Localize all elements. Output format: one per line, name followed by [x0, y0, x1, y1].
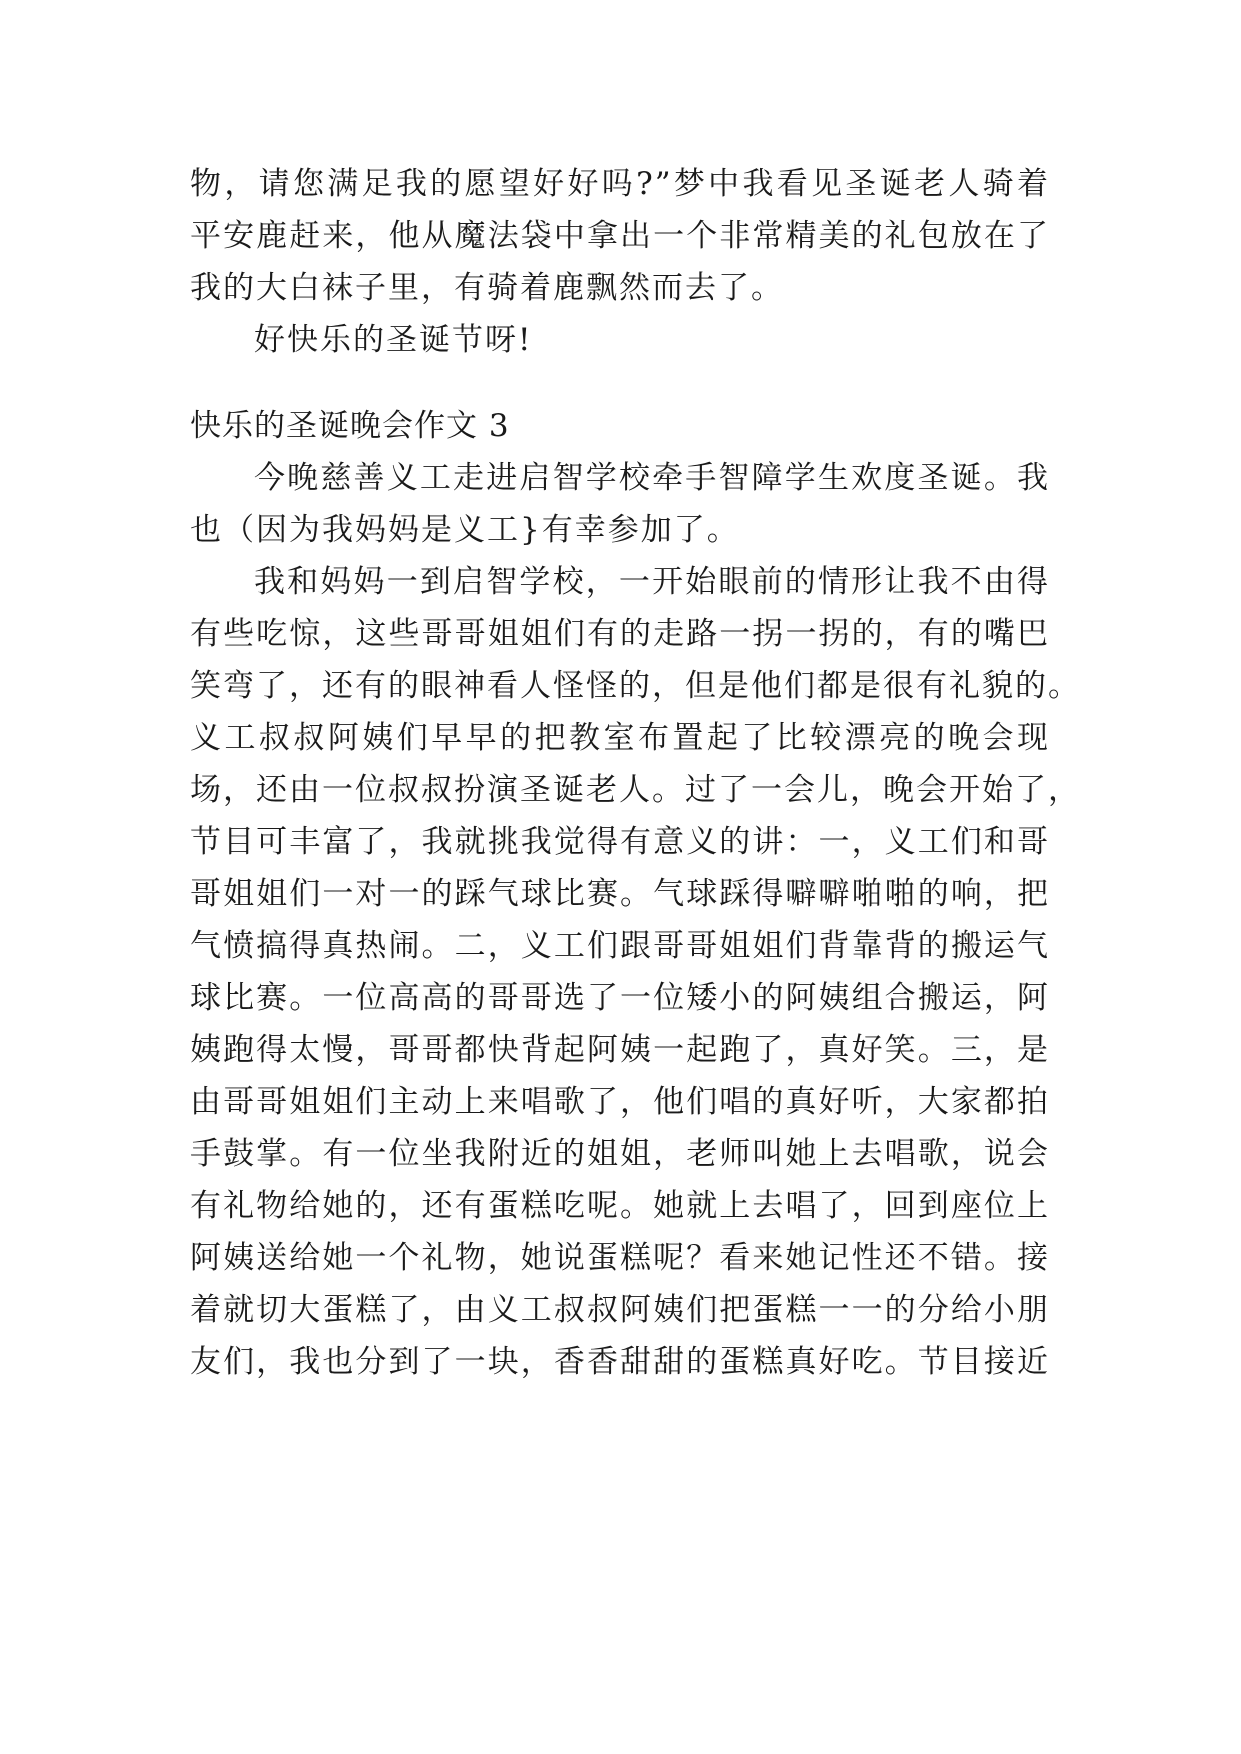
- text-line: 我的大白袜子里，有骑着鹿飘然而去了。: [190, 270, 784, 306]
- paragraph-1: [190, 158, 1050, 314]
- text-line: 手鼓掌。有一位坐我附近的姐姐，老师叫她上去唱歌，说会: [190, 1136, 1050, 1172]
- text-line: 义工叔叔阿姨们早早的把教室布置起了比较漂亮的晚会现: [190, 720, 1050, 756]
- text-line: 我和妈妈一到启智学校，一开始眼前的情形让我不由得: [254, 564, 1050, 600]
- text-line: 笑弯了，还有的眼神看人怪怪的，但是他们都是很有礼貌的。: [190, 668, 1081, 704]
- text-line: 姨跑得太慢，哥哥都快背起阿姨一起跑了，真好笑。三，是: [190, 1032, 1050, 1068]
- text-line: 阿姨送给她一个礼物，她说蛋糕呢？看来她记性还不错。接: [190, 1240, 1050, 1276]
- text-line: 着就切大蛋糕了，由义工叔叔阿姨们把蛋糕一一的分给小朋: [190, 1292, 1050, 1328]
- section-heading: 快乐的圣诞晚会作文 3: [190, 408, 510, 444]
- text-line: 节目可丰富了，我就挑我觉得有意义的讲：一，义工们和哥: [190, 824, 1050, 860]
- text-line: 气愤搞得真热闹。二，义工们跟哥哥姐姐们背靠背的搬运气: [190, 928, 1050, 964]
- paragraph-3: [190, 452, 1050, 556]
- text-line: 球比赛。一位高高的哥哥选了一位矮小的阿姨组合搬运，阿: [190, 980, 1050, 1016]
- text-line: 友们，我也分到了一块，香香甜甜的蛋糕真好吃。节目接近: [190, 1344, 1050, 1380]
- text-line: 有礼物给她的，还有蛋糕吃呢。她就上去唱了，回到座位上: [190, 1188, 1050, 1224]
- text-line: 物，请您满足我的愿望好好吗?”梦中我看见圣诞老人骑着: [190, 166, 1050, 202]
- text-line: 平安鹿赶来，他从魔法袋中拿出一个非常精美的礼包放在了: [190, 218, 1050, 254]
- text-line: 哥姐姐们一对一的踩气球比赛。气球踩得噼噼啪啪的响，把: [190, 876, 1050, 912]
- text-line: 也（因为我妈妈是义工}有幸参加了。: [190, 512, 740, 548]
- text-line: 场，还由一位叔叔扮演圣诞老人。过了一会儿，晚会开始了，: [190, 772, 1081, 808]
- paragraph-2: [190, 314, 1050, 366]
- text-line: 今晚慈善义工走进启智学校牵手智障学生欢度圣诞。我: [254, 460, 1050, 496]
- document-page: [190, 158, 1081, 1388]
- text-line: 由哥哥姐姐们主动上来唱歌了，他们唱的真好听，大家都拍: [190, 1084, 1050, 1120]
- spacer: [190, 366, 1050, 400]
- paragraph-4: [190, 556, 1081, 1388]
- text-line: 好快乐的圣诞节呀!: [254, 322, 533, 358]
- text-line: 有些吃惊，这些哥哥姐姐们有的走路一拐一拐的，有的嘴巴: [190, 616, 1050, 652]
